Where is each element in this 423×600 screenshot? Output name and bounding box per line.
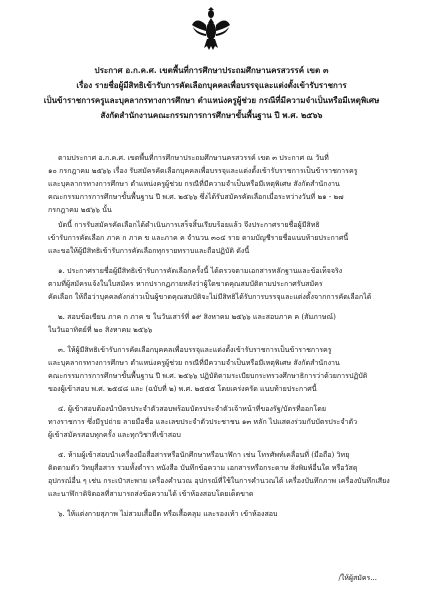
paragraph-line: เข้ารับการคัดเลือก ภาค ก ภาค ข และภาค ค จำนวน ๓๐๔ ราย ตามบัญชีรายชื่อแนบท้ายประกาศนี้ — [48, 233, 349, 242]
item-1-line: ตามที่ผู้สมัครแจ้งในใบสมัคร หากปรากฏภายหลังว่าผู้ใดขาดคุณสมบัติตามประกาศรับสมัคร — [48, 279, 323, 288]
item-4-line: ทางราชการ ซึ่งมีรูปถ่าย ลายมือชื่อ และเลขประจำตัวประชาชน ๑๓ หลัก ไปแสดงร่วมกับบัตรประจำตัว — [48, 417, 358, 426]
item-2-line: ๒. สอบข้อเขียน ภาค ก ภาค ข ในวันเสาร์ที่ ๑๙ สิงหาคม ๒๕๖๖ และสอบภาค ค (สัมภาษณ์) — [58, 312, 336, 321]
garuda-emblem-icon — [191, 7, 231, 53]
item-5-line: ติดตามตัว วิทยุสื่อสาร รวมทั้งตำรา หนังสือ บันทึกข้อความ เอกสารหรือกระดาษ สิ่งพิมพ์อื่นใด หรือวัสดุ — [48, 463, 358, 472]
item-4-line: ผู้เข้าสมัครสอบทุกครั้ง และทุกวิชาที่เข้าสอบ — [48, 430, 181, 439]
intro-line: คณะกรรมการการศึกษาขั้นพื้นฐาน ปี พ.ศ. ๒๕๖๖ ซึ่งได้รับสมัครคัดเลือกเมื่อระหว่างวันที่ ๒๑ - ๒๗ — [48, 192, 344, 201]
continuation-marker: /ให้ผู้สมัคร... — [338, 574, 377, 582]
item-3-line: และบุคลากรทางการศึกษา ตำแหน่งครูผู้ช่วย กรณีที่มีความจำเป็นหรือมีเหตุพิเศษ สังกัดสำนักงาน — [48, 358, 340, 367]
item-3-line: ของผู้เข้าสอบ พ.ศ. ๒๕๔๘ และ (ฉบับที่ ๒) พ.ศ. ๒๕๕๕ โดยเคร่งครัด แนบท้ายประกาศนี้ — [48, 384, 317, 393]
paragraph-line: บัดนี้ การรับสมัครคัดเลือกได้ดำเนินการเสร็จสิ้นเรียบร้อยแล้ว จึงประกาศรายชื่อผู้มีสิทธิ — [58, 220, 320, 229]
item-5-line: และนาฬิกาดิจิตอลที่สามารถส่งข้อความได้ เข้าห้องสอบโดยเด็ดขาด — [48, 489, 254, 498]
subject-line-3: สังกัดสำนักงานคณะกรรมการการศึกษาขั้นพื้นฐาน ปี พ.ศ. ๒๕๖๖ — [100, 110, 323, 120]
subject-line-2: เป็นข้าราชการครูและบุคลากรทางการศึกษา ตำแหน่งครูผู้ช่วย กรณีที่มีความจำเป็นหรือมีเหตุพิเศษ — [43, 95, 380, 105]
item-1-line: ๑. ประกาศรายชื่อผู้มีสิทธิเข้ารับการคัดเลือกครั้งนี้ ได้ตรวจตามเอกสารหลักฐานและข้อเท็จจริง — [58, 266, 343, 275]
item-4-line: ๔. ผู้เข้าสอบต้องนำบัตรประจำตัวสอบพร้อมบัตรประจำตัวเจ้าหน้าที่ของรัฐ/บัตรที่ออกโดย — [58, 404, 327, 413]
item-6-line: ๖. ให้แต่งกายสุภาพ ไม่สวมเสื้อยืด หรือเสื้อคลุม และรองเท้า เข้าห้องสอบ — [58, 509, 278, 518]
intro-line: และบุคลากรทางการศึกษา ตำแหน่งครูผู้ช่วย กรณีที่มีความจำเป็นหรือมีเหตุพิเศษ สังกัดสำนักงาน — [48, 179, 340, 188]
subject-line: เรื่อง รายชื่อผู้มีสิทธิเข้ารับการคัดเลือกบุคคลเพื่อบรรจุและแต่งตั้งเข้ารับราชการ — [76, 80, 347, 90]
item-2-line: ในวันอาทิตย์ที่ ๒๐ สิงหาคม ๒๕๖๖ — [48, 325, 153, 334]
intro-line: กรกฎาคม ๒๕๖๖ นั้น — [48, 205, 112, 214]
intro-line: ตามประกาศ อ.ก.ค.ศ. เขตพื้นที่การศึกษาประถมศึกษานครสวรรค์ เขต ๓ ประกาศ ณ วันที่ — [58, 153, 329, 162]
paragraph-line: และขอให้ผู้มีสิทธิเข้ารับการคัดเลือกทุกรายทราบและถือปฏิบัติ ดังนี้ — [48, 246, 250, 255]
item-3-line: คณะกรรมการการศึกษาขั้นพื้นฐาน ปี พ.ศ. ๒๕๖๖ ปฏิบัติตามระเบียบกระทรวงศึกษาธิการว่าด้วยการปฏิบัติ — [48, 371, 368, 380]
item-1-line: คัดเลือก ให้ถือว่าบุคคลดังกล่าวเป็นผู้ขาดคุณสมบัติจะไม่มีสิทธิได้รับการบรรจุและแต่งตั้งจากการคัดเลือกได้ — [48, 292, 372, 301]
item-5-line: อุปกรณ์อื่น ๆ เช่น กระเป๋าสะพาย เครื่องคำนวณ อุปกรณ์ที่ใช้ในการคำนวณได้ เครื่องบันทึกภาพ เครื่องบันทึกเสียง — [48, 476, 390, 485]
announcement-title: ประกาศ อ.ก.ค.ศ. เขตพื้นที่การศึกษาประถมศึกษานครสวรรค์ เขต ๓ — [94, 65, 329, 75]
item-5-line: ๕. ห้ามผู้เข้าสอบนำเครื่องมือสื่อสารหรือนักศึกษาหรือนาฬิกา เช่น โทรศัพท์เคลื่อนที่ (มือถือ) วิทยุ — [58, 450, 350, 459]
intro-line: ๑๐ กรกฎาคม ๒๕๖๖ เรื่อง รับสมัครคัดเลือกบุคคลเพื่อบรรจุและแต่งตั้งเข้ารับราชการเป็นข้าราชการครู — [48, 166, 358, 175]
item-3-line: ๓. ให้ผู้มีสิทธิเข้ารับการคัดเลือกบุคคลเพื่อบรรจุและแต่งตั้งเข้ารับราชการเป็นข้าราชการครู — [58, 345, 332, 354]
